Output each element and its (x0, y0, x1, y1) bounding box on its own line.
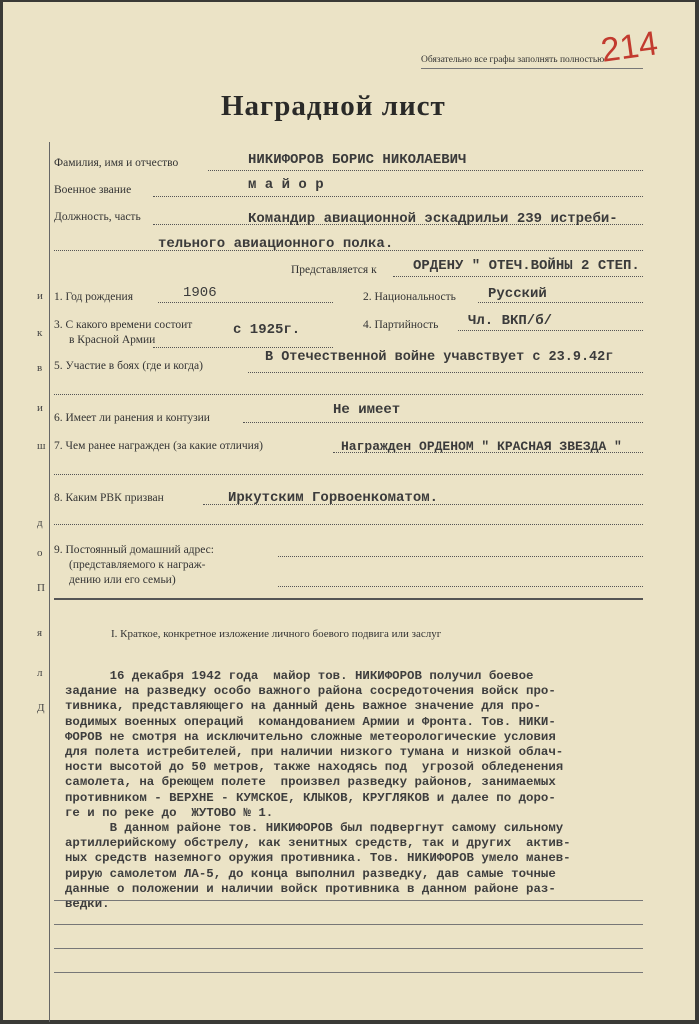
address-label-3: дению или его семьи) (69, 574, 176, 586)
rank-label: Военное звание (54, 184, 132, 196)
wounds-label: 6. Имеет ли ранения и контузии (54, 412, 210, 424)
address-label-1: 9. Постоянный домашний адрес: (54, 544, 214, 556)
prior-awards-label: 7. Чем ранее награжден (за какие отличия) (54, 440, 263, 452)
name-label: Фамилия, имя и отчество (54, 157, 179, 169)
party-value: Чл. ВКП/б/ (468, 313, 553, 329)
nationality-value: Русский (488, 286, 547, 302)
award-value: ОРДЕНУ " ОТЕЧ.ВОЙНЫ 2 СТЕП. (413, 258, 640, 274)
battles-value: В Отечественной войне учавствует с 23.9.42г (265, 350, 614, 365)
sheet-number: 214 (598, 24, 661, 70)
rvk-label: 8. Каким РВК призван (54, 492, 164, 504)
feat-description: 16 декабря 1942 года майор тов. НИКИФОРОВ получил боевое задание на разведку особо важного района сосредоточения войск про- тивника, представляющего на данный день важное значение для про- водимых военных операций командованием Армии и Фронта. Тов. НИКИ- ФОРОВ не смотря на исключительно сложные метеорологические условия для полета истребителей, при наличии низкого тумана и низкой облач- ности высотой до 50 метров, также находясь под угрозой обледенения самолета, на бреющем полете произвел разведку районов, занимаемых противником - ВЕРХНЕ - КУМСКОЕ, КЛЫКОВ, КРУГЛЯКОВ и далее по доро- ге и по реке до ЖУТОВО № 1. В данном районе тов. НИКИФОРОВ был подвергнут самому сильному артиллерийскому обстрелу, как зенитных средств, так и других актив- ных средств наземного оружия противника. Тов. НИКИФОРОВ умело манев- рирую самолетом ЛА-5, до конца выполнил разведку, дав самые точные данные о положении и наличии войск противника в данном районе раз- ведки. (65, 669, 571, 912)
address-label-2: (представляемого к награж- (69, 559, 206, 571)
section-heading: I. Краткое, конкретное изложение личного боевого подвига или заслуг (111, 628, 442, 640)
rank-value: м а й о р (248, 177, 324, 193)
rvk-value: Иркутским Горвоенкоматом. (228, 490, 439, 506)
nationality-label: 2. Национальность (363, 291, 456, 303)
army-since-label-2: в Красной Армии (69, 334, 156, 346)
position-label: Должность, часть (54, 211, 141, 223)
birth-year-value: 1906 (183, 285, 217, 301)
birth-year-label: 1. Год рождения (54, 291, 133, 303)
position-value-2: тельного авиационного полка. (158, 236, 394, 252)
party-label: 4. Партийность (363, 319, 439, 331)
army-since-value: с 1925г. (233, 322, 301, 338)
prior-awards-value: Награжден ОРДЕНОМ " КРАСНАЯ ЗВЕЗДА " (341, 439, 622, 454)
army-since-label-1: 3. С какого времени состоит (54, 319, 193, 331)
name-value: НИКИФОРОВ БОРИС НИКОЛАЕВИЧ (248, 152, 467, 168)
battles-label: 5. Участие в боях (где и когда) (54, 360, 203, 372)
wounds-value: Не имеет (333, 402, 401, 418)
position-value-1: Командир авиационной эскадрильи 239 истреби- (248, 211, 618, 227)
document-title: Наградной лист (221, 90, 446, 122)
margin-line (49, 142, 50, 1022)
award-sheet-page: Обязательно все графы заполнять полностью 214 Наградной лист Д л я П о д ш и в к и Фамилия, имя и отчество НИКИФОРОВ БОРИС НИКОЛАЕВИЧ Военное звание м а й о р Должность, часть Командир авиационной эскадрильи 239 истреби- тельного авиационного полка. Представляется к ОРДЕНУ " ОТЕЧ.ВОЙНЫ 2 СТЕП. 1. Год рождения 1906 2. Национальность Русский 3. С какого времени состоит в Красной Армии с 1925г. 4. Партийность Чл. ВКП/б/ 5. Участие в боях (где и когда) В Отечественной войне учавствует с 23.9.42г 6. Имеет ли ранения и контузии Не имеет 7. Чем ранее награжден (за какие отличия) Награжден ОРДЕНОМ " КРАСНАЯ ЗВЕЗДА " 8. Каким РВК призван Иркутским Горвоенкоматом. 9. Постоянный домашний адрес: (представляемого к награж- дению или его семьи) I. Краткое, конкретное изложение личного боевого подвига или заслуг 16 декабря 1942 года майор тов. НИКИФОРОВ получил боевое задание на разведку особо важного района сосредоточения войск про- тивника, представляющего на данный день важное значение для про- водимых военных операций командованием Армии и Фронта. Тов. НИКИ- ФОРОВ не смотря на исключительно сложные метеорологические условия для полета истребителей, при наличии низкого тумана и низкой облач- ности высотой до 50 метров, также находясь под угрозой обледенения самолета, на бреющем полете произвел разведку районов, занимаемых противником - ВЕРХНЕ - КУМСКОЕ, КЛЫКОВ, КРУГЛЯКОВ и далее по доро- ге и по реке до ЖУТОВО № 1. В данном районе тов. НИКИФОРОВ был подвергнут самому сильному артиллерийскому обстрелу, как зенитных средств, так и других актив- ных средств наземного оружия противника. Тов. НИКИФОРОВ умело манев- рирую самолетом ЛА-5, до конца выполнил разведку, дав самые точные данные о положении и наличии войск противника в данном районе раз- ведки. (3, 2, 695, 1020)
award-label: Представляется к (291, 264, 377, 276)
fill-all-note: Обязательно все графы заполнять полностью (421, 55, 605, 65)
